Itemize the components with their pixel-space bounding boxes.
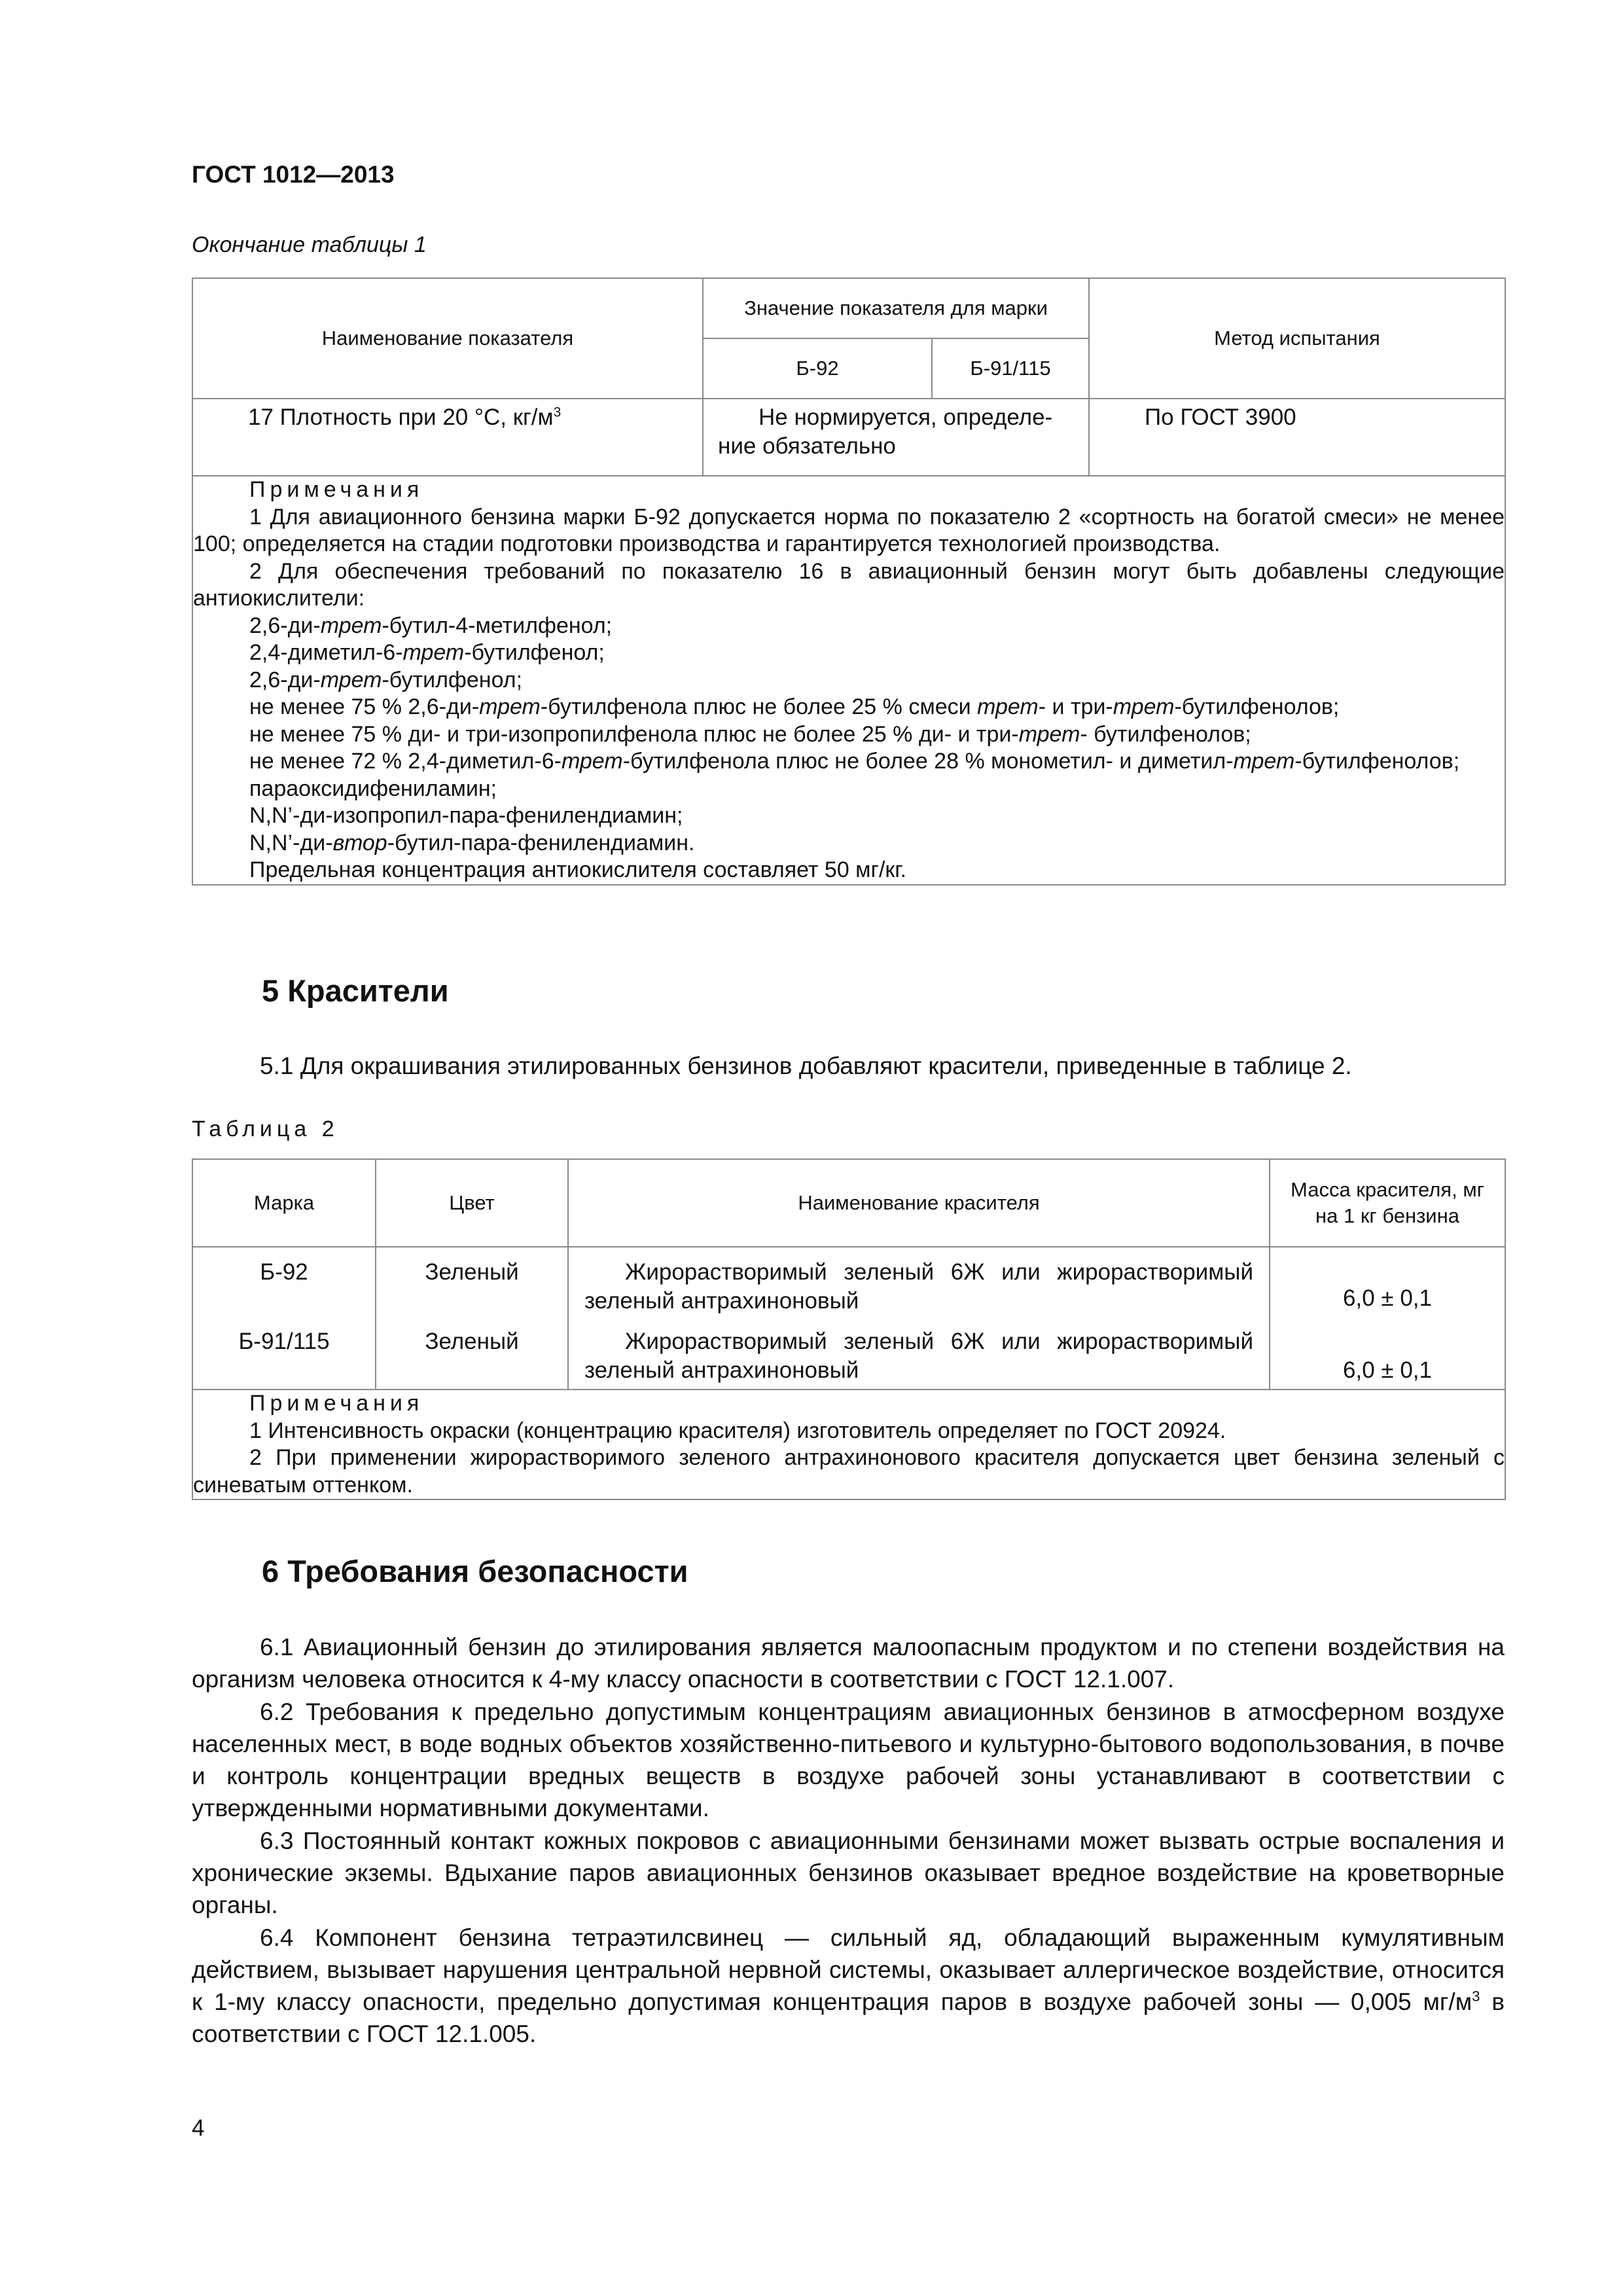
- table2-row2-dye: Жирорастворимый зеленый 6Ж или жирорастворимый зеленый антрахиноновый: [568, 1316, 1270, 1390]
- list-item: 2,6-ди-трет-бутил-4-метилфенол;: [249, 613, 613, 638]
- list-item: не менее 75 % 2,6-ди-трет-бутилфенола плюс не более 25 % смеси трет- и три-трет-бутилфенолов;: [249, 694, 1340, 719]
- table1-row17-value: Не нормируется, определе- ние обязательно: [703, 399, 1089, 476]
- section6-paragraph-4: 6.4 Компонент бензина тетраэтилсвинец — сильный яд, обладающий выраженным кумулятивным действием, вызывает нарушения центральной нервной системы, оказывает аллергическое воздействие, относится к 1-му классу опасности, предельно допустимая концентрация паров в воздухе рабочей зоны — 0,005 $мг/м^3$ в соответствии с ГОСТ 12.1.005.: [192, 1924, 1505, 2047]
- table1-note-1: 1 Для авиационного бензина марки Б-92 допускается норма по показателю 2 «сортность на богатой смеси» не менее 100; определяется на стадии подготовки производства и гарантируется технологией производства.: [193, 504, 1505, 556]
- table2-note-1: 1 Интенсивность окраски (концентрацию красителя) изготовитель определяет по ГОСТ 20924.: [249, 1418, 1226, 1443]
- table1-header-b91: Б-91/115: [932, 338, 1089, 399]
- table2-label: Таблица 2: [192, 1117, 339, 1141]
- table-row: [192, 1316, 1505, 1390]
- table1-header-method: Метод испытания: [1089, 278, 1505, 399]
- table1-notes: [192, 476, 1505, 885]
- table2-row1-dye: Жирорастворимый зеленый 6Ж или жирорастворимый зеленый антрахиноновый: [568, 1247, 1270, 1316]
- list-item: 2,6-ди-трет-бутилфенол;: [249, 667, 523, 692]
- table1-note-2: 2 Для обеспечения требований по показателю 16 в авиационный бензин могут быть добавлены следующие антиокислители:: [193, 558, 1505, 611]
- list-item: N,N’-ди-втор-бутил-пара-фенилендиамин.: [249, 830, 695, 855]
- list-item: параоксидифениламин;: [249, 776, 497, 801]
- section6-title: 6 Требования безопасности: [262, 1554, 688, 1588]
- section6-paragraph-2: 6.2 Требования к предельно допустимым концентрациям авиационных бензинов в атмосферном воздухе населенных мест, в воде водных объектов хозяйственно-питьевого и культурно-бытового водопользования, в почве и контроль концентрации вредных веществ в воздухе рабочей зоны устанавливают в соответствии с утвержденными нормативными документами.: [192, 1698, 1505, 1821]
- table2-row2-mark: Б-91/115: [192, 1316, 376, 1390]
- table-row: [192, 399, 1505, 476]
- table1-caption: Окончание таблицы 1: [192, 232, 427, 257]
- table2: [192, 1158, 1506, 1500]
- table2-header-color: Цвет: [376, 1159, 568, 1247]
- table1-row17-method: По ГОСТ 3900: [1089, 399, 1505, 476]
- table1-row17-name: 17 Плотность при 20 °С, $кг/м^3$: [192, 399, 703, 476]
- table2-header-mark: Марка: [192, 1159, 376, 1247]
- page-number: 4: [192, 2115, 205, 2141]
- table2-header-dye: Наименование красителя: [568, 1159, 1270, 1247]
- list-item: не менее 75 % ди- и три-изопропилфенола плюс не более 25 % ди- и три-трет- бутилфенолов;: [249, 721, 1251, 747]
- section6-paragraph-3: 6.3 Постоянный контакт кожных покровов с авиационными бензинами может вызвать острые воспаления и хронические экземы. Вдыхание паров авиационных бензинов оказывает вредное воздействие на кроветворные органы.: [192, 1827, 1505, 1918]
- table2-header-mass: Масса красителя, мг на 1 кг бензина: [1270, 1159, 1505, 1247]
- table2-row1-mark: Б-92: [192, 1247, 376, 1316]
- table1-notes-title: Примечания: [249, 477, 424, 502]
- table2-row2-color: Зеленый: [376, 1316, 568, 1390]
- section5-paragraph-1: 5.1 Для окрашивания этилированных бензинов добавляют красители, приведенные в таблице 2.: [260, 1052, 1352, 1079]
- table1-header-b92: Б-92: [703, 338, 932, 399]
- document-code: ГОСТ 1012—2013: [192, 161, 395, 188]
- table-row: [192, 1247, 1505, 1316]
- list-item: не менее 72 % 2,4-диметил-6-трет-бутилфенола плюс не более 28 % монометил- и диметил-трет-бутилфенолов;: [249, 749, 1460, 774]
- list-item: Предельная концентрация антиокислителя составляет 50 мг/кг.: [249, 857, 906, 882]
- table1-header-value-group: Значение показателя для марки: [703, 278, 1089, 338]
- list-item: 2,4-диметил-6-трет-бутилфенол;: [249, 640, 605, 665]
- table2-note-2: 2 При применении жирорастворимого зеленого антрахинонового красителя допускается цвет бензина зеленый с синеватым оттенком.: [193, 1445, 1505, 1498]
- table2-notes: [192, 1390, 1505, 1499]
- table2-row2-mass: 6,0 ± 0,1: [1270, 1316, 1505, 1390]
- section5-title: 5 Красители: [262, 973, 449, 1008]
- section6-paragraph-1: 6.1 Авиационный бензин до этилирования является малоопасным продуктом и по степени воздействия на организм человека относится к 4-му классу опасности в соответствии с ГОСТ 12.1.007.: [192, 1634, 1505, 1693]
- table2-row1-color: Зеленый: [376, 1247, 568, 1316]
- list-item: N,N’-ди-изопропил-пара-фенилендиамин;: [249, 803, 683, 828]
- table2-row1-mass: 6,0 ± 0,1: [1270, 1247, 1505, 1316]
- table1: [192, 278, 1506, 886]
- table1-header-name: Наименование показателя: [192, 278, 703, 399]
- table2-notes-title: Примечания: [249, 1391, 424, 1416]
